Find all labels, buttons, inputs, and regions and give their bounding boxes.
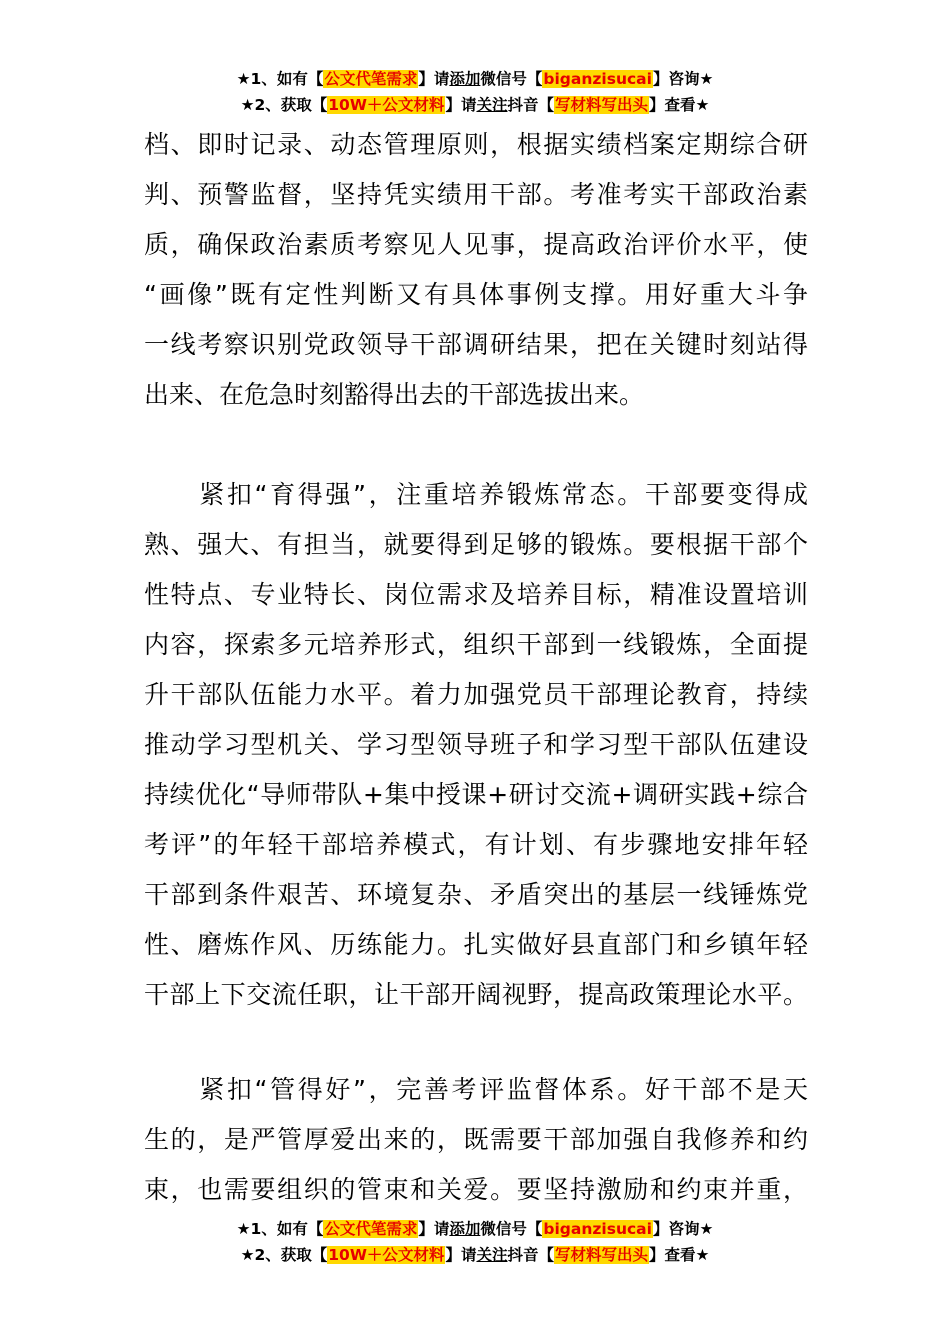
banner-text: ★2、获取【 (240, 96, 328, 114)
text-line: 紧扣“管得好”，完善考评监督体系。好干部不是天 (144, 1075, 808, 1104)
banner-highlight: 10W＋公文材料 (328, 1246, 445, 1264)
header-banner (0, 66, 950, 118)
banner-text: 抖音【 (507, 96, 554, 114)
banner-text: 微信号【 (480, 1220, 543, 1238)
banner-highlight: 公文代笔需求 (324, 1220, 418, 1238)
banner-highlight: 写材料写出头 (554, 1246, 648, 1264)
banner-text: 】咨询★ (652, 70, 714, 88)
banner-text: ★1、如有【 (236, 70, 324, 88)
banner-text: 】咨询★ (652, 1220, 714, 1238)
banner-text: 】查看★ (649, 1246, 710, 1264)
paragraph-2 (144, 470, 808, 1020)
text-line: 紧扣“育得强”，注重培养锻炼常态。干部要变得成 (144, 480, 808, 509)
text-line: 考评”的年轻干部培养模式，有计划、有步骤地安排年轻 (144, 830, 808, 859)
banner-highlight: biganzisucai (543, 1220, 652, 1238)
banner-underline: 添加 (449, 70, 481, 88)
banner-text: ★1、如有【 (236, 1220, 324, 1238)
text-line: 质，确保政治素质考察见人见事，提高政治评价水平，使 (144, 230, 808, 259)
banner-line-1 (0, 1216, 950, 1242)
paragraph-3 (144, 1065, 808, 1215)
banner-text: 】查看★ (649, 96, 710, 114)
banner-underline: 关注 (476, 1246, 508, 1264)
text-line: “画像”既有定性判断又有具体事例支撑。用好重大斗争 (144, 280, 808, 309)
footer-banner (0, 1216, 950, 1268)
banner-text: 】请 (445, 1246, 477, 1264)
banner-highlight: 10W＋公文材料 (328, 96, 445, 114)
banner-line-2 (0, 1242, 950, 1268)
text-line: 束，也需要组织的管束和关爱。要坚持激励和约束并重， (144, 1175, 808, 1204)
banner-text: 微信号【 (480, 70, 543, 88)
text-line: 内容，探索多元培养形式，组织干部到一线锻炼，全面提 (144, 630, 808, 659)
banner-text: 抖音【 (507, 1246, 554, 1264)
text-line: 性特点、专业特长、岗位需求及培养目标，精准设置培训 (144, 580, 808, 609)
text-line: 干部到条件艰苦、环境复杂、矛盾突出的基层一线锤炼党 (144, 880, 808, 909)
text-line: 生的，是严管厚爱出来的，既需要干部加强自我修养和约 (144, 1125, 808, 1154)
banner-highlight: 公文代笔需求 (324, 70, 418, 88)
text-line: 一线考察识别党政领导干部调研结果，把在关键时刻站得 (144, 330, 808, 359)
banner-line-2 (0, 92, 950, 118)
text-line: 档、即时记录、动态管理原则，根据实绩档案定期综合研 (144, 130, 808, 159)
banner-text: 】请 (418, 70, 450, 88)
banner-text: ★2、获取【 (240, 1246, 328, 1264)
banner-line-1 (0, 66, 950, 92)
banner-text: 】请 (418, 1220, 450, 1238)
banner-highlight: biganzisucai (543, 70, 652, 88)
text-line: 干部上下交流任职，让干部开阔视野，提高政策理论水平。 (144, 980, 808, 1009)
text-line: 出来、在危急时刻豁得出去的干部选拔出来。 (144, 380, 645, 409)
text-line: 持续优化“导师带队+集中授课+研讨交流+调研实践+综合 (144, 780, 808, 809)
banner-underline: 添加 (449, 1220, 481, 1238)
text-line: 推动学习型机关、学习型领导班子和学习型干部队伍建设 (144, 730, 808, 759)
text-line: 升干部队伍能力水平。着力加强党员干部理论教育，持续 (144, 680, 808, 709)
text-line: 判、预警监督，坚持凭实绩用干部。考准考实干部政治素 (144, 180, 808, 209)
text-line: 性、磨炼作风、历练能力。扎实做好县直部门和乡镇年轻 (144, 930, 808, 959)
banner-text: 】请 (445, 96, 477, 114)
banner-highlight: 写材料写出头 (554, 96, 648, 114)
text-line: 熟、强大、有担当，就要得到足够的锻炼。要根据干部个 (144, 530, 808, 559)
paragraph-1 (144, 120, 808, 420)
banner-underline: 关注 (476, 96, 508, 114)
